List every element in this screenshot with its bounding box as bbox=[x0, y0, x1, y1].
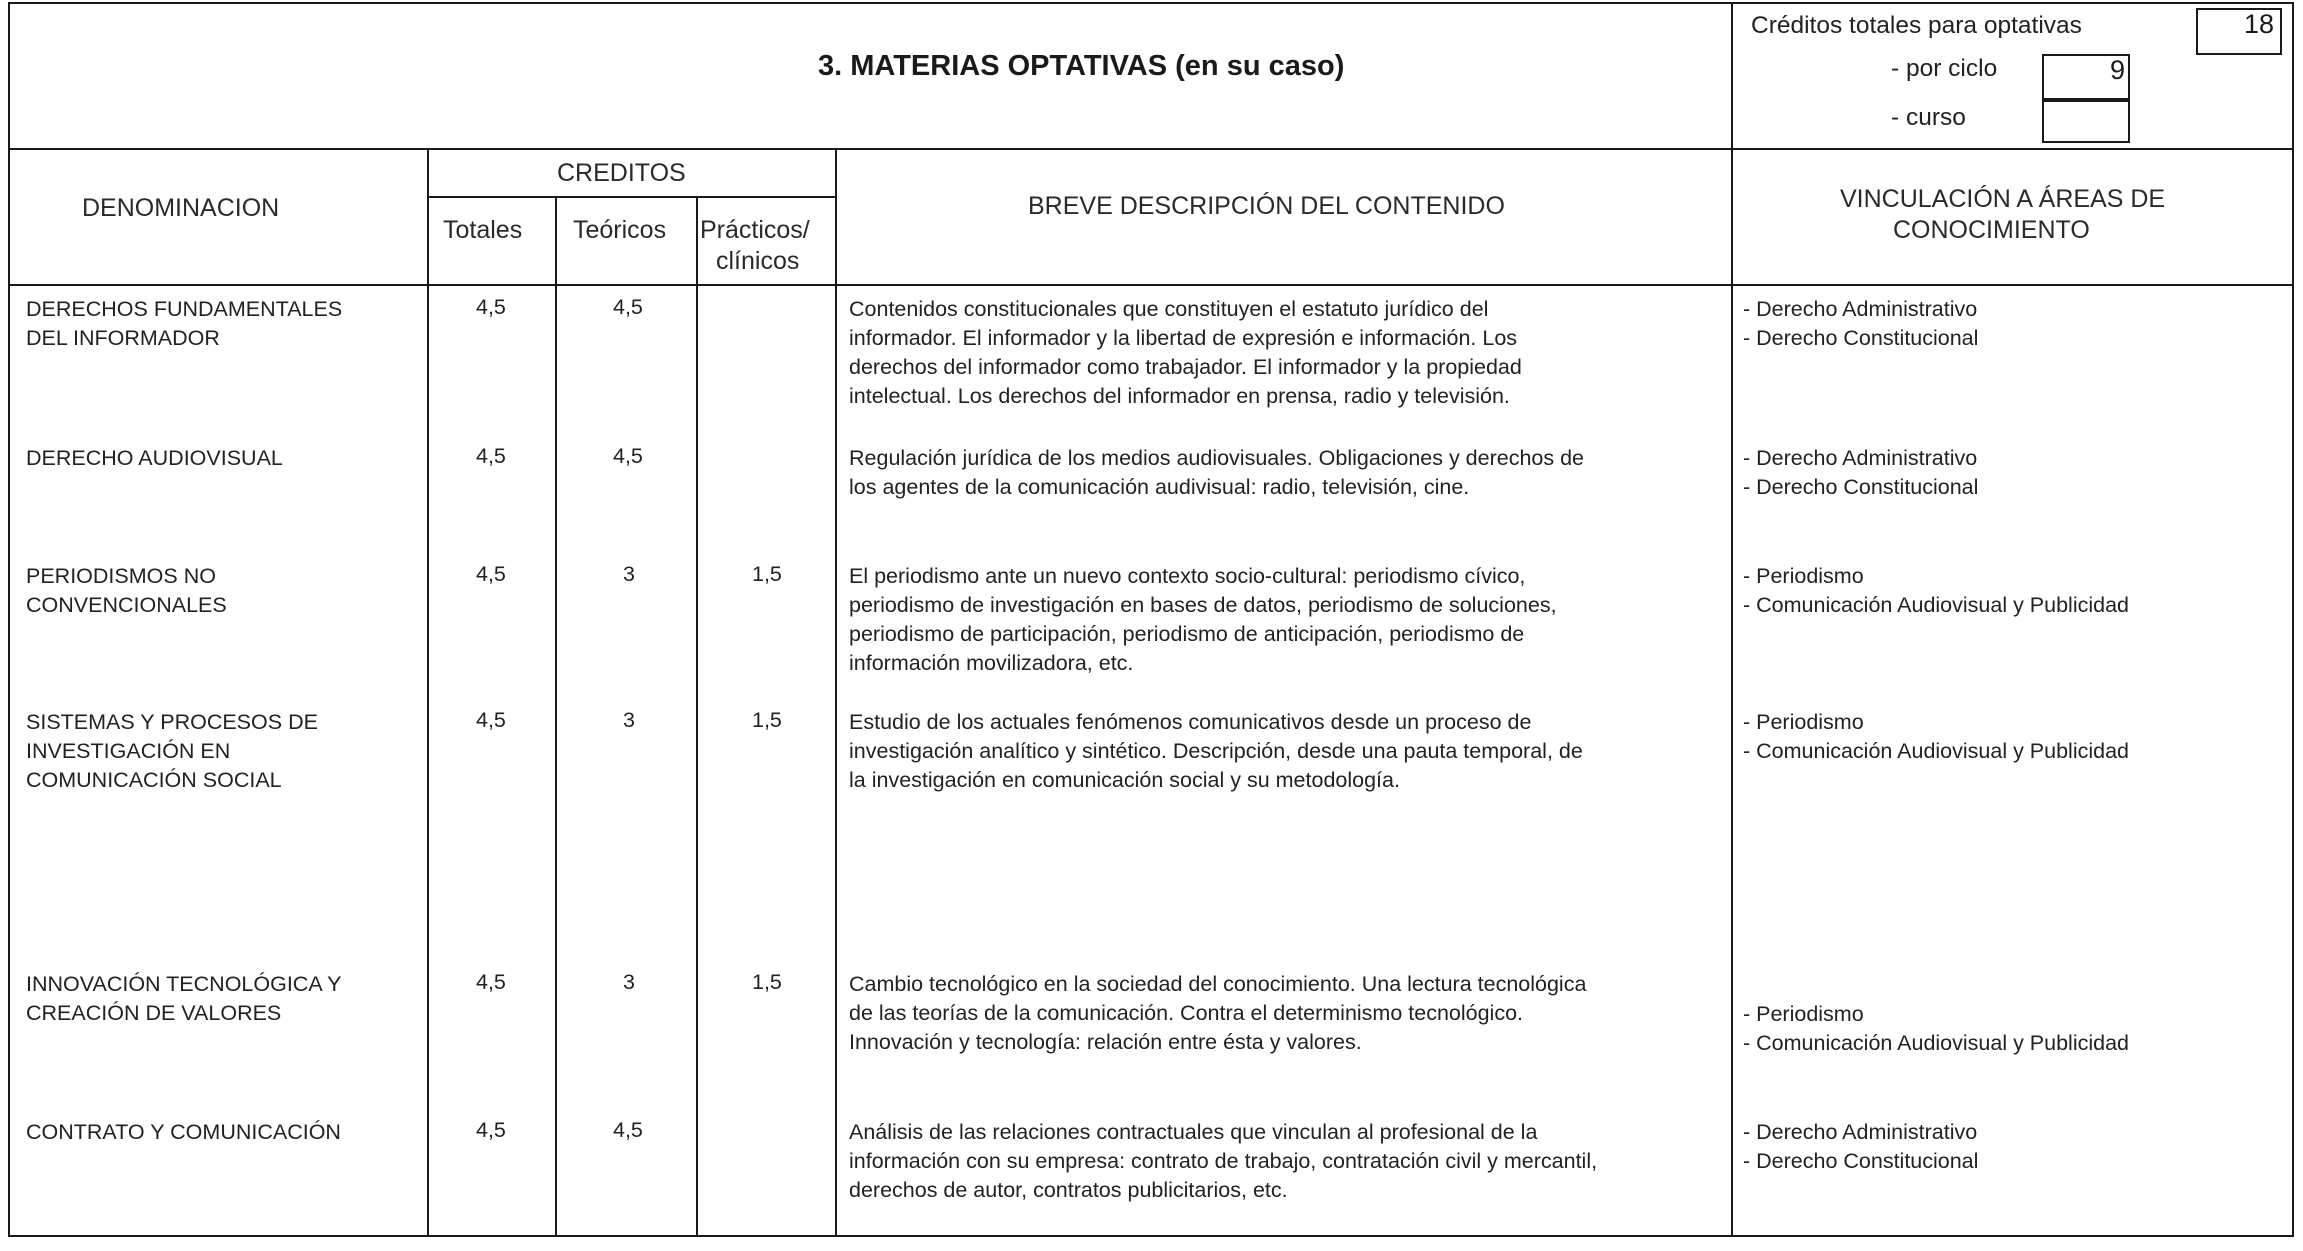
row-name-line: PERIODISMOS NO bbox=[26, 564, 216, 588]
row-totales: 4,5 bbox=[476, 562, 506, 586]
row-name-line: COMUNICACIÓN SOCIAL bbox=[26, 768, 282, 792]
row-area-line: - Comunicación Audiovisual y Publicidad bbox=[1743, 739, 2130, 763]
creditos-sub-border bbox=[427, 196, 837, 198]
col-header-teoricos: Teóricos bbox=[573, 216, 667, 244]
row-description-line: de las teorías de la comunicación. Contra el determinismo tecnológico. bbox=[849, 1001, 1524, 1025]
row-description-line: Análisis de las relaciones contractuales que vinculan al profesional de la bbox=[849, 1120, 1538, 1144]
col-header-creditos: CREDITOS bbox=[557, 159, 686, 187]
col-header-descripcion: BREVE DESCRIPCIÓN DEL CONTENIDO bbox=[1028, 192, 1505, 220]
credits-total-value: 18 bbox=[2244, 9, 2275, 39]
col-divider-practicos bbox=[835, 148, 837, 1237]
row-teoricos: 4,5 bbox=[613, 295, 643, 319]
row-name-line: CREACIÓN DE VALORES bbox=[26, 1001, 282, 1025]
row-area-line: - Derecho Administrativo bbox=[1743, 446, 1978, 470]
col-divider-descripcion bbox=[1731, 2, 1733, 1237]
credits-total-label: Créditos totales para optativas bbox=[1751, 12, 2082, 39]
col-header-clinicos: clínicos bbox=[716, 247, 800, 275]
row-area-line: - Periodismo bbox=[1743, 710, 1864, 734]
row-description-line: periodismo de participación, periodismo de anticipación, periodismo de bbox=[849, 622, 1525, 646]
row-description-line: los agentes de la comunicación audivisual: radio, televisión, cine. bbox=[849, 475, 1470, 499]
row-teoricos: 3 bbox=[623, 562, 635, 586]
row-totales: 4,5 bbox=[476, 970, 506, 994]
row-description-line: la investigación en comunicación social y su metodología. bbox=[849, 768, 1400, 792]
row-description-line: El periodismo ante un nuevo contexto socio-cultural: periodismo cívico, bbox=[849, 564, 1526, 588]
col-divider-denominacion bbox=[427, 148, 429, 1237]
row-name-line: INVESTIGACIÓN EN bbox=[26, 739, 231, 763]
row-area-line: - Periodismo bbox=[1743, 564, 1864, 588]
row-name-line: CONTRATO Y COMUNICACIÓN bbox=[26, 1120, 341, 1144]
row-area-line: - Comunicación Audiovisual y Publicidad bbox=[1743, 593, 2130, 617]
table-bottom-border bbox=[8, 1235, 2294, 1237]
row-description-line: investigación analítico y sintético. Descripción, desde una pauta temporal, de bbox=[849, 739, 1583, 763]
row-practicos: 1,5 bbox=[752, 970, 782, 994]
row-description-line: intelectual. Los derechos del informador en prensa, radio y televisión. bbox=[849, 384, 1510, 408]
col-header-totales: Totales bbox=[443, 216, 523, 244]
per-cycle-label: - por ciclo bbox=[1891, 55, 1998, 82]
row-name-line: SISTEMAS Y PROCESOS DE bbox=[26, 710, 318, 734]
row-description-line: periodismo de investigación en bases de datos, periodismo de soluciones, bbox=[849, 593, 1557, 617]
course-box bbox=[2042, 100, 2130, 143]
course-label: - curso bbox=[1891, 104, 1966, 131]
row-description-line: Regulación jurídica de los medios audiovisuales. Obligaciones y derechos de bbox=[849, 446, 1585, 470]
per-cycle-value: 9 bbox=[2110, 55, 2126, 85]
row-area-line: - Periodismo bbox=[1743, 1002, 1864, 1026]
page-title: 3. MATERIAS OPTATIVAS (en su caso) bbox=[818, 50, 1345, 82]
row-name-line: CONVENCIONALES bbox=[26, 593, 227, 617]
row-area-line: - Derecho Administrativo bbox=[1743, 1120, 1978, 1144]
table-top-border bbox=[8, 2, 2294, 4]
row-area-line: - Derecho Administrativo bbox=[1743, 297, 1978, 321]
col-header-denominacion: DENOMINACION bbox=[82, 194, 280, 222]
table-right-border bbox=[2292, 2, 2294, 1237]
columns-bottom-border bbox=[8, 284, 2294, 286]
row-teoricos: 4,5 bbox=[613, 1118, 643, 1142]
row-practicos: 1,5 bbox=[752, 562, 782, 586]
col-header-vinculacion: VINCULACIÓN A ÁREAS DE bbox=[1840, 185, 2166, 213]
col-divider-totales bbox=[555, 196, 557, 1237]
row-description-line: informador. El informador y la libertad de expresión e información. Los bbox=[849, 326, 1518, 350]
row-area-line: - Derecho Constitucional bbox=[1743, 475, 1979, 499]
row-teoricos: 3 bbox=[623, 970, 635, 994]
row-teoricos: 3 bbox=[623, 708, 635, 732]
row-name-line: INNOVACIÓN TECNOLÓGICA Y bbox=[26, 972, 342, 996]
table-left-border bbox=[8, 2, 10, 1237]
header-bottom-border bbox=[8, 148, 2294, 150]
row-description-line: Contenidos constitucionales que constituyen el estatuto jurídico del bbox=[849, 297, 1489, 321]
row-description-line: derechos de autor, contratos publicitarios, etc. bbox=[849, 1178, 1288, 1202]
row-description-line: Cambio tecnológico en la sociedad del conocimiento. Una lectura tecnológica bbox=[849, 972, 1587, 996]
row-totales: 4,5 bbox=[476, 708, 506, 732]
row-totales: 4,5 bbox=[476, 444, 506, 468]
row-area-line: - Derecho Constitucional bbox=[1743, 326, 1979, 350]
row-teoricos: 4,5 bbox=[613, 444, 643, 468]
col-header-practicos: Prácticos/ bbox=[700, 216, 810, 244]
row-description-line: Estudio de los actuales fenómenos comunicativos desde un proceso de bbox=[849, 710, 1532, 734]
row-name-line: DERECHOS FUNDAMENTALES bbox=[26, 297, 343, 321]
row-totales: 4,5 bbox=[476, 295, 506, 319]
row-name-line: DERECHO AUDIOVISUAL bbox=[26, 446, 283, 470]
row-description-line: Innovación y tecnología: relación entre ésta y valores. bbox=[849, 1030, 1362, 1054]
row-description-line: derechos del informador como trabajador. El informador y la propiedad bbox=[849, 355, 1522, 379]
row-name-line: DEL INFORMADOR bbox=[26, 326, 220, 350]
col-divider-teoricos bbox=[696, 196, 698, 1237]
row-area-line: - Derecho Constitucional bbox=[1743, 1149, 1979, 1173]
col-header-conocimiento: CONOCIMIENTO bbox=[1893, 216, 2090, 244]
row-practicos: 1,5 bbox=[752, 708, 782, 732]
row-area-line: - Comunicación Audiovisual y Publicidad bbox=[1743, 1031, 2130, 1055]
row-description-line: información movilizadora, etc. bbox=[849, 651, 1134, 675]
row-description-line: información con su empresa: contrato de trabajo, contratación civil y mercantil, bbox=[849, 1149, 1598, 1173]
row-totales: 4,5 bbox=[476, 1118, 506, 1142]
